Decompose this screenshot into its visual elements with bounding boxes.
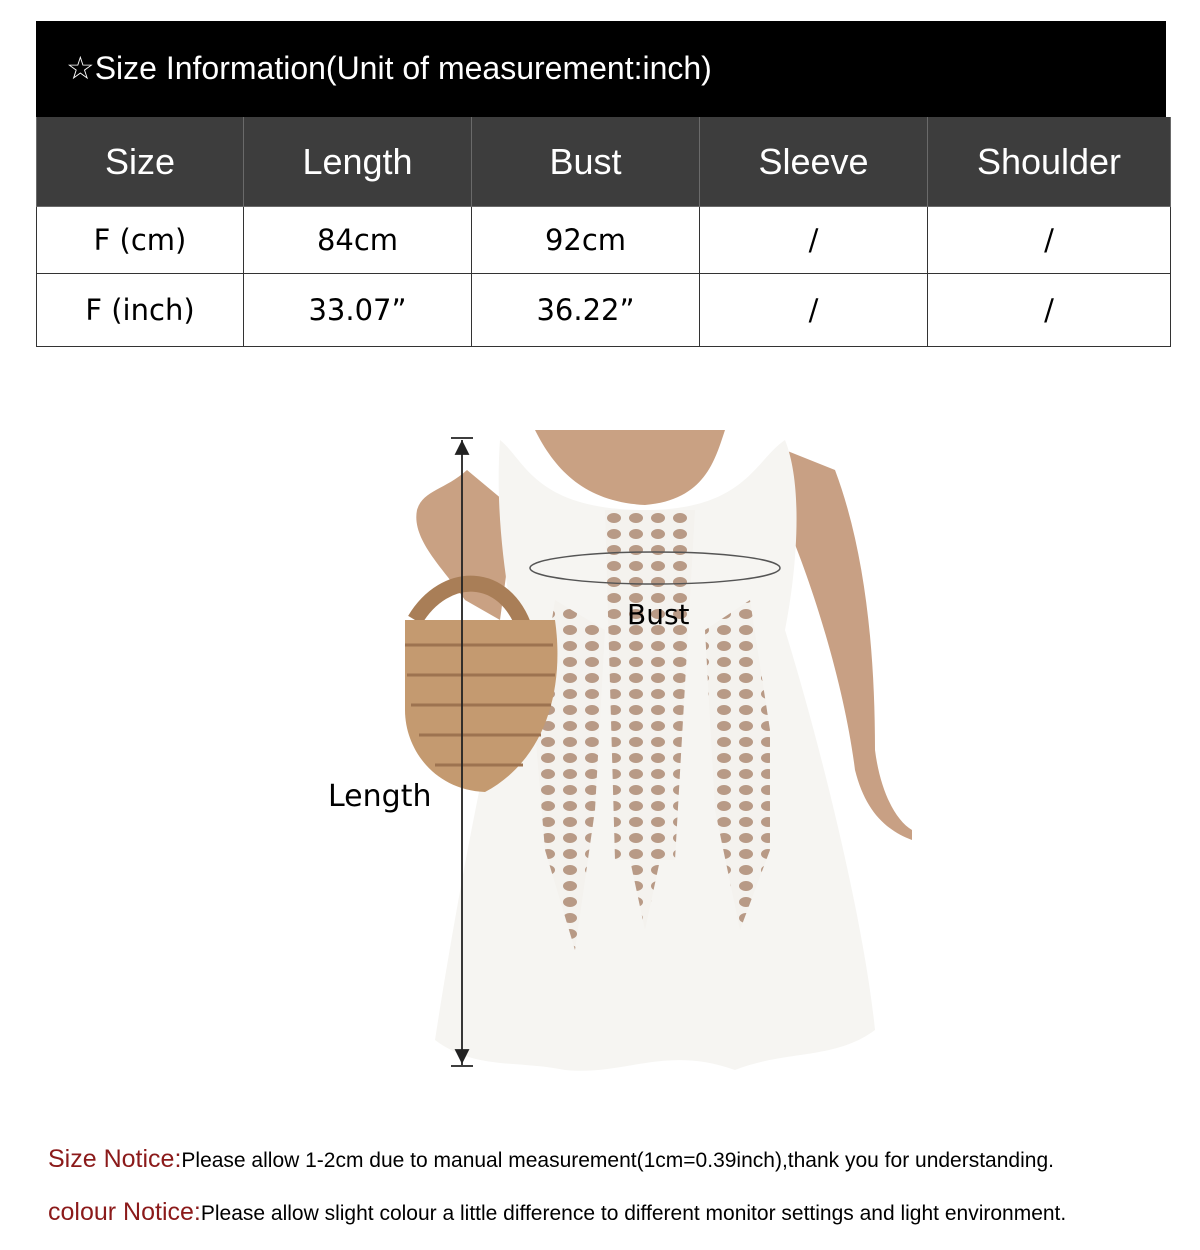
column-header-bust: Bust (472, 117, 700, 207)
column-header-size: Size (37, 117, 244, 207)
column-header-shoulder: Shoulder (928, 117, 1171, 207)
cell-bust: 36.22” (472, 274, 700, 347)
size-notice-lead: Size Notice: (48, 1145, 182, 1173)
length-label: Length (328, 779, 432, 814)
size-notice (48, 1145, 1054, 1174)
neckline-skin (535, 430, 725, 505)
column-header-sleeve: Sleeve (700, 117, 928, 207)
cell-shoulder: / (928, 274, 1171, 347)
size-notice-text: Please allow 1-2cm due to manual measurement(1cm=0.39inch),thank you for understanding. (181, 1149, 1054, 1172)
colour-notice-text: Please allow slight colour a little difference to different monitor settings and light environment. (200, 1202, 1067, 1225)
table-row (37, 274, 1171, 347)
cell-length: 33.07” (244, 274, 472, 347)
cell-sleeve: / (700, 207, 928, 274)
size-info-header (36, 21, 1166, 117)
size-table (36, 117, 1171, 347)
product-photo (405, 430, 912, 1076)
cell-length: 84cm (244, 207, 472, 274)
colour-notice (48, 1198, 1066, 1227)
cell-shoulder: / (928, 207, 1171, 274)
table-row (37, 207, 1171, 274)
page-title: ☆Size Information(Unit of measurement:inch) (66, 50, 712, 86)
table-header-row (37, 117, 1171, 207)
cell-size: F (cm) (37, 207, 244, 274)
colour-notice-lead: colour Notice: (48, 1198, 201, 1226)
bust-label: Bust (627, 598, 690, 631)
cell-size: F (inch) (37, 274, 244, 347)
cell-sleeve: / (700, 274, 928, 347)
column-header-length: Length (244, 117, 472, 207)
cell-bust: 92cm (472, 207, 700, 274)
